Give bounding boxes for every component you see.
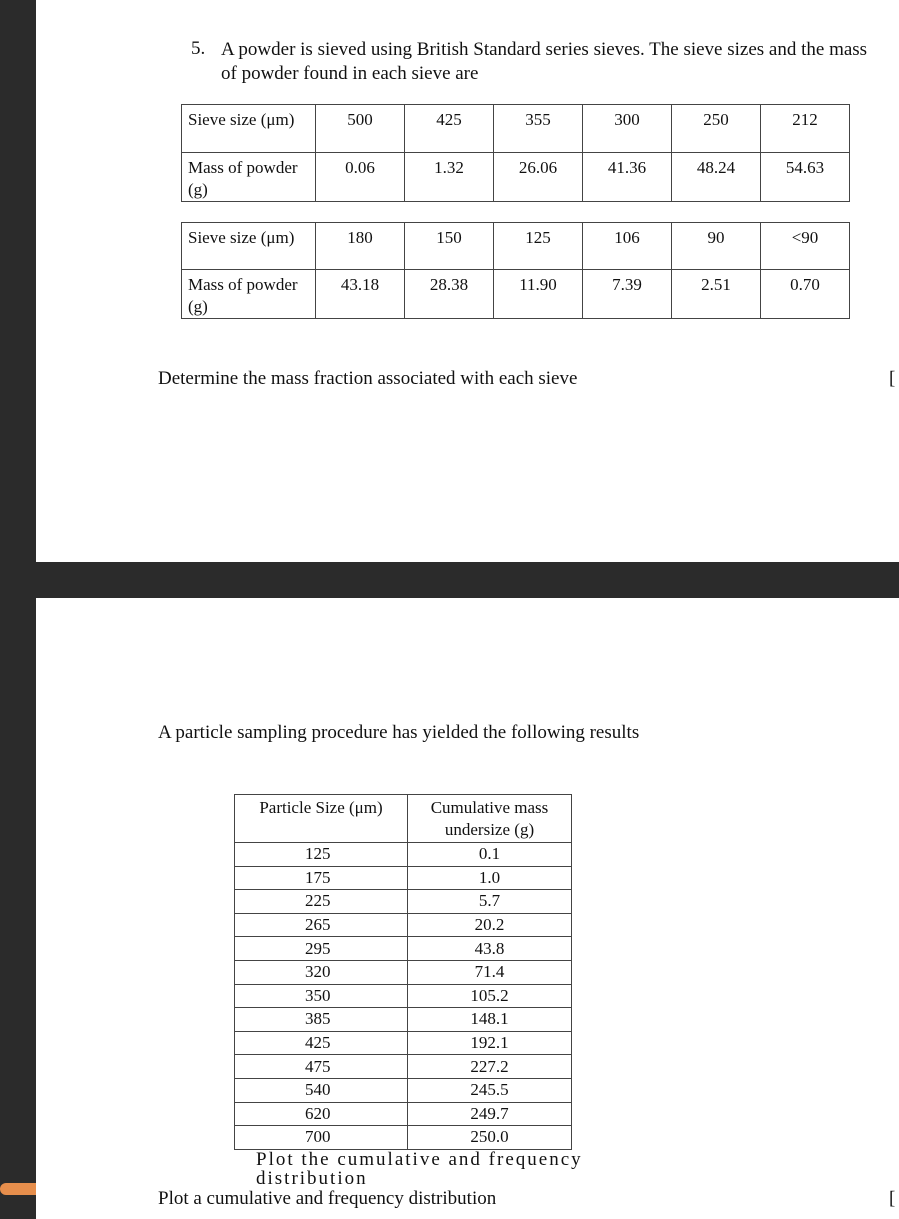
cumulative-mass-cell: 1.0	[408, 866, 572, 890]
table-row	[235, 843, 572, 867]
table-row	[235, 984, 572, 1008]
sieve-size-cell: 125	[494, 223, 583, 270]
table-row	[235, 1078, 572, 1102]
table-header-row	[235, 795, 572, 843]
cumulative-mass-cell: 250.0	[408, 1126, 572, 1150]
mass-cell: 2.51	[672, 270, 761, 319]
table-row	[235, 1126, 572, 1150]
particle-size-cell: 265	[235, 913, 408, 937]
particle-size-cell: 540	[235, 1078, 408, 1102]
page-gap	[36, 562, 899, 598]
sieve-table-2	[181, 222, 850, 319]
instruction-plot: Plot a cumulative and frequency distribution	[158, 1188, 497, 1209]
mass-cell: 43.18	[316, 270, 405, 319]
particle-size-cell: 620	[235, 1102, 408, 1126]
question-number: 5.	[191, 38, 206, 59]
mass-cell: 48.24	[672, 153, 761, 202]
table-row	[235, 913, 572, 937]
sieve-size-cell: 180	[316, 223, 405, 270]
cumulative-mass-cell: 105.2	[408, 984, 572, 1008]
table-row	[235, 1008, 572, 1032]
particle-size-cell: 175	[235, 866, 408, 890]
mass-cell: 1.32	[405, 153, 494, 202]
header-cumulative-mass: Cumulative mass undersize (g)	[408, 795, 572, 843]
cumulative-mass-cell: 227.2	[408, 1055, 572, 1079]
mass-cell: 0.70	[761, 270, 850, 319]
cumulative-mass-cell: 0.1	[408, 843, 572, 867]
cumulative-mass-cell: 245.5	[408, 1078, 572, 1102]
mass-cell: 7.39	[583, 270, 672, 319]
table-row	[235, 960, 572, 984]
table-row	[235, 937, 572, 961]
question-text: A powder is sieved using British Standard series sieves. The sieve sizes and the mass of powder found in each sieve are	[221, 39, 868, 84]
particle-size-cell: 125	[235, 843, 408, 867]
sieve-size-cell: 212	[761, 105, 850, 153]
instruction-mass-fraction: Determine the mass fraction associated with each sieve	[158, 368, 578, 389]
sieve-size-cell: 90	[672, 223, 761, 270]
sieve-size-row	[182, 223, 850, 270]
marks-bracket: [	[889, 368, 896, 389]
table-row	[235, 1031, 572, 1055]
mass-cell: 28.38	[405, 270, 494, 319]
mass-cell: 54.63	[761, 153, 850, 202]
cumulative-mass-cell: 43.8	[408, 937, 572, 961]
row-label: Mass of powder (g)	[182, 153, 316, 202]
cumulative-mass-cell: 20.2	[408, 913, 572, 937]
sieve-size-cell: 500	[316, 105, 405, 153]
cumulative-mass-cell: 5.7	[408, 890, 572, 914]
particle-size-cell: 475	[235, 1055, 408, 1079]
particle-size-cell: 425	[235, 1031, 408, 1055]
row-label: Sieve size (μm)	[182, 105, 316, 153]
cumulative-mass-cell: 148.1	[408, 1008, 572, 1032]
cut-off-text	[256, 1147, 636, 1189]
sieve-size-row	[182, 105, 850, 153]
table-row	[235, 890, 572, 914]
mass-cell: 41.36	[583, 153, 672, 202]
sieve-size-cell: 425	[405, 105, 494, 153]
sieve-size-cell: 106	[583, 223, 672, 270]
particle-size-cell: 320	[235, 960, 408, 984]
document-page-1	[36, 0, 899, 562]
mass-cell: 26.06	[494, 153, 583, 202]
particle-size-cell: 700	[235, 1126, 408, 1150]
cumulative-mass-cell: 192.1	[408, 1031, 572, 1055]
document-page-2	[36, 598, 899, 1219]
cumulative-mass-cell: 249.7	[408, 1102, 572, 1126]
marks-bracket: [	[889, 1188, 896, 1209]
mass-row	[182, 153, 850, 202]
mass-cell: 0.06	[316, 153, 405, 202]
sieve-size-cell: 250	[672, 105, 761, 153]
sieve-size-cell: <90	[761, 223, 850, 270]
sieve-size-cell: 355	[494, 105, 583, 153]
mass-row	[182, 270, 850, 319]
cumulative-mass-cell: 71.4	[408, 960, 572, 984]
table-row	[235, 1102, 572, 1126]
cut-off-line: Plot the cumulative and frequency distribution	[256, 1149, 583, 1189]
mass-cell: 11.90	[494, 270, 583, 319]
sieve-size-cell: 300	[583, 105, 672, 153]
sieve-table-1	[181, 104, 850, 202]
particle-table-body	[235, 843, 572, 1150]
particle-size-table	[234, 794, 572, 1150]
row-label: Mass of powder (g)	[182, 270, 316, 319]
particle-size-cell: 225	[235, 890, 408, 914]
table-row	[235, 1055, 572, 1079]
sampling-intro: A particle sampling procedure has yielded the following results	[158, 722, 640, 743]
header-particle-size: Particle Size (μm)	[235, 795, 408, 843]
particle-size-cell: 385	[235, 1008, 408, 1032]
particle-size-cell: 350	[235, 984, 408, 1008]
sieve-size-cell: 150	[405, 223, 494, 270]
table-row	[235, 866, 572, 890]
row-label: Sieve size (μm)	[182, 223, 316, 270]
particle-size-cell: 295	[235, 937, 408, 961]
